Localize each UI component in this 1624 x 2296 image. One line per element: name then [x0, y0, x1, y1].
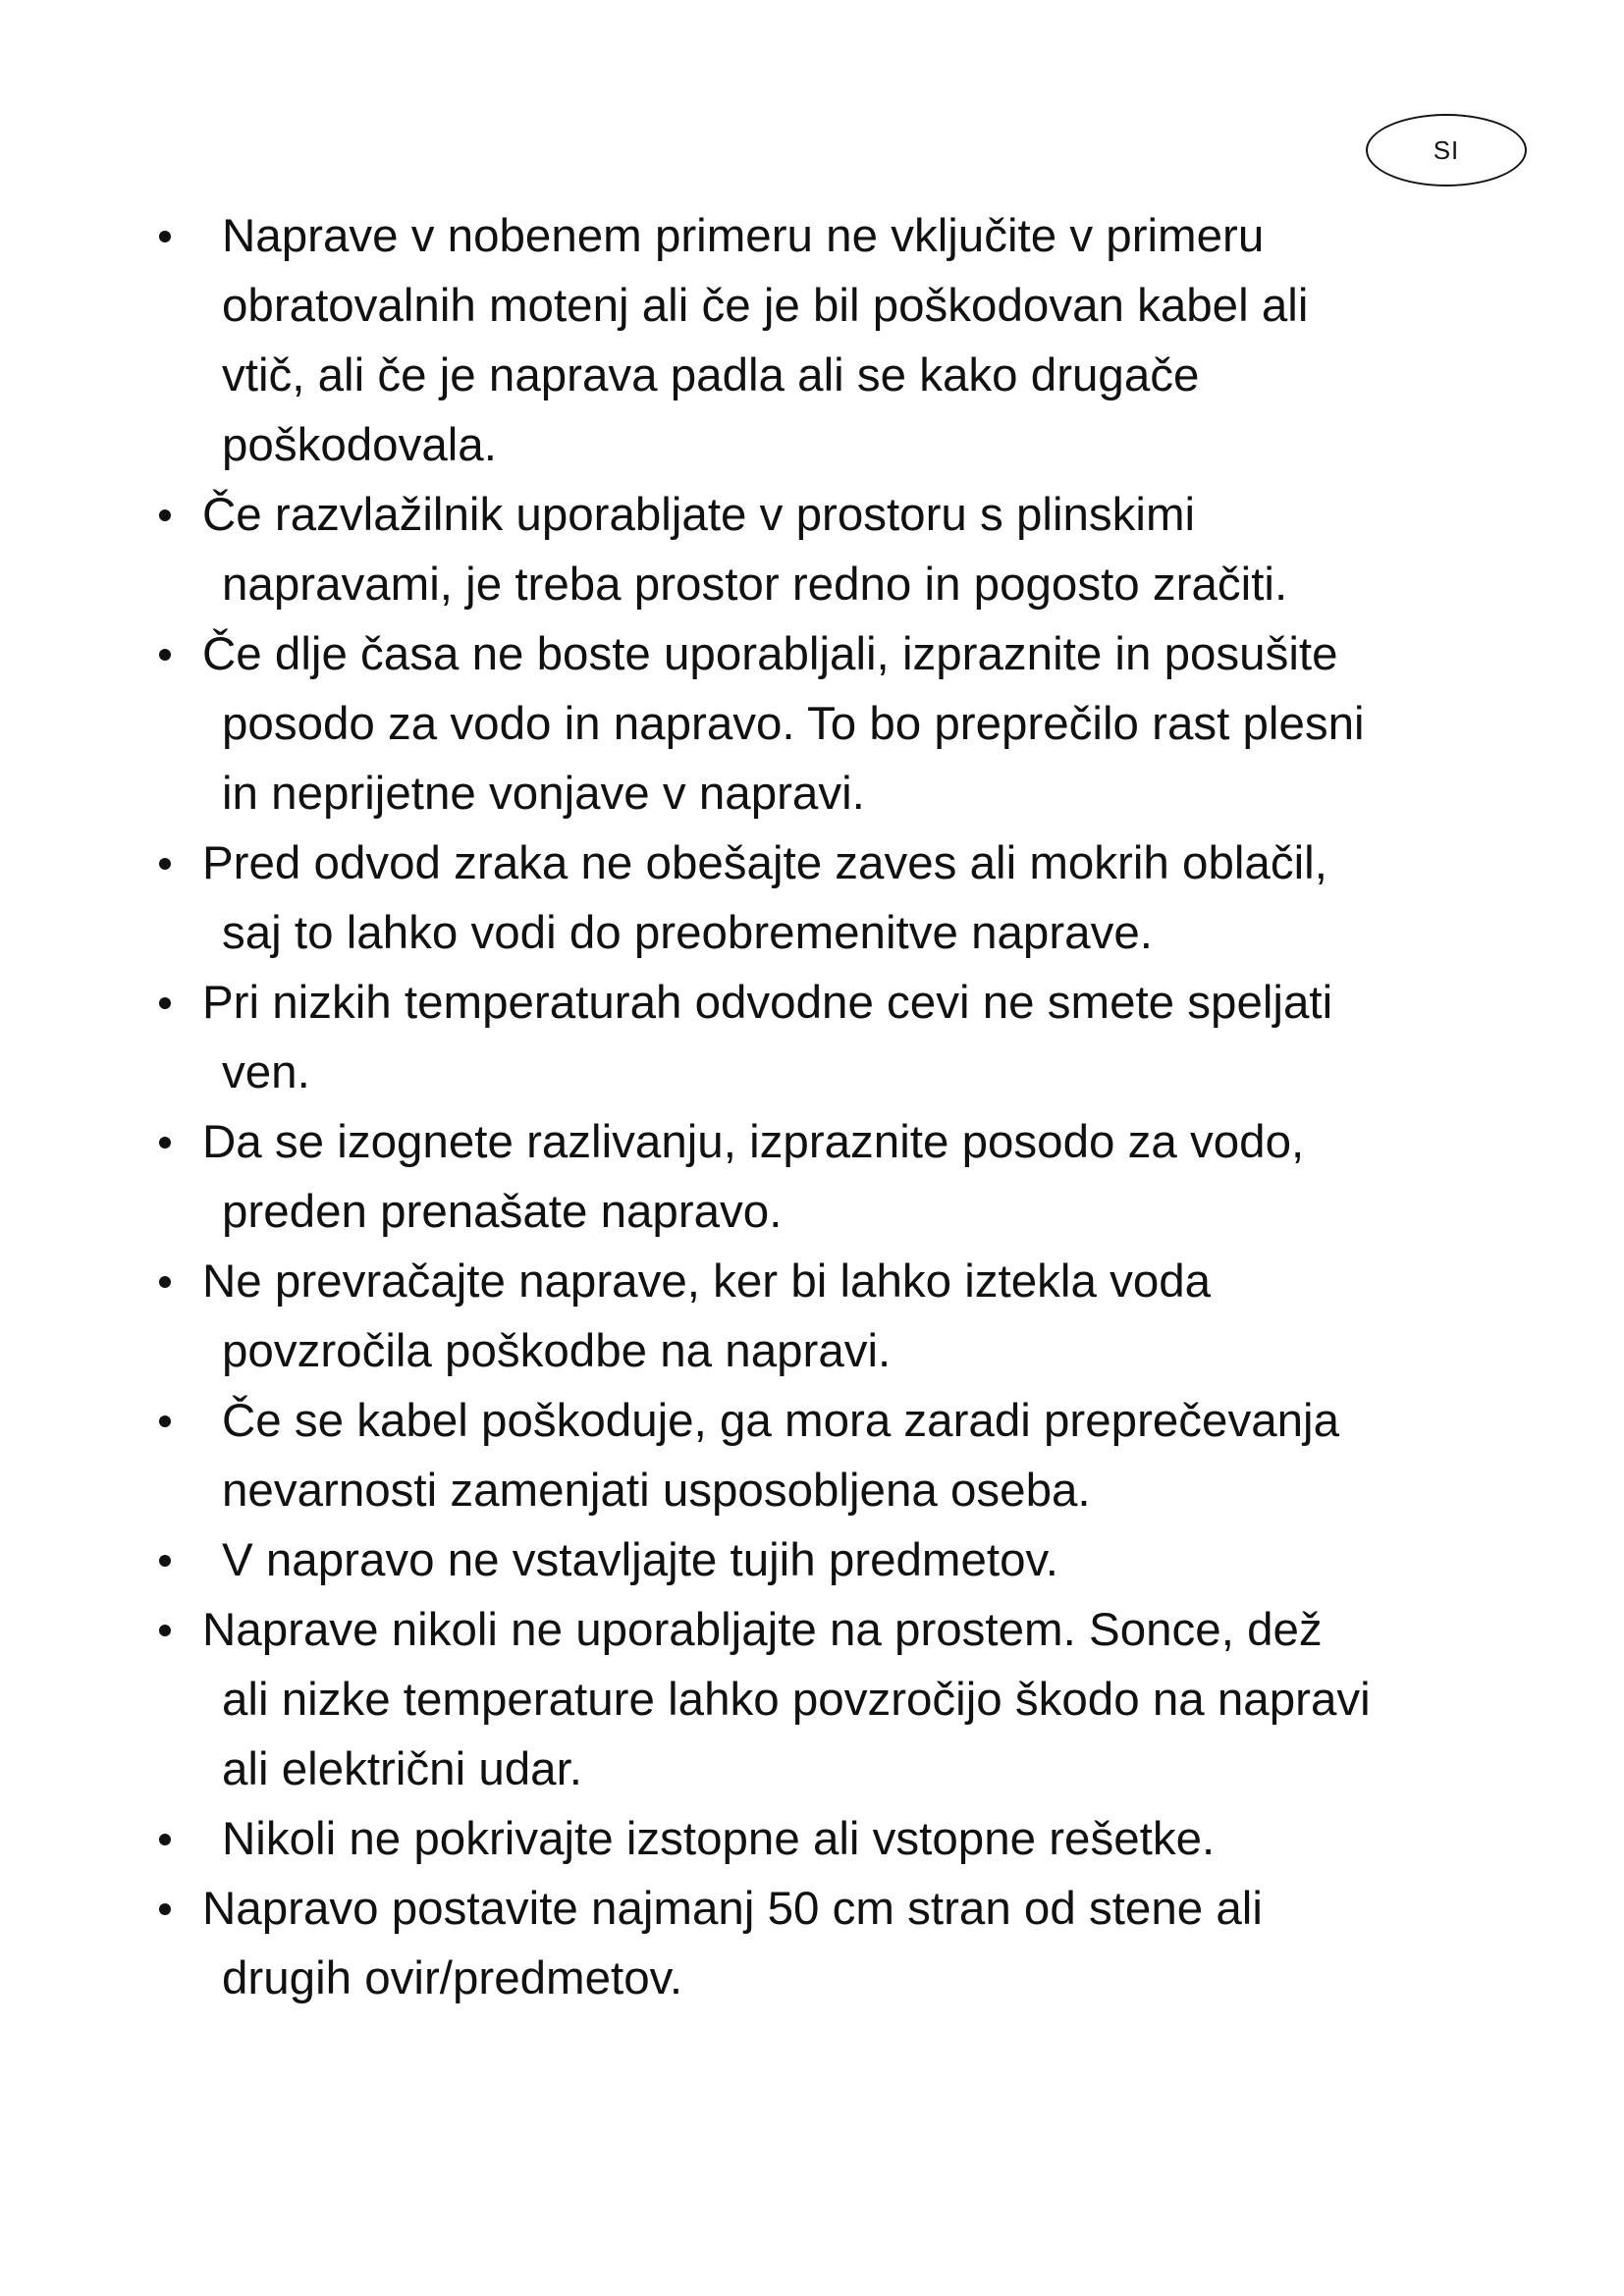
bullet-icon	[159, 649, 171, 661]
list-item-text: Če dlje časa ne boste uporabljali, izpraznite in posušite posodo za vodo in napravo. To bo preprečilo rast plesni in neprijetne vonjave v napravi.	[202, 628, 1365, 820]
bullet-icon	[159, 509, 171, 521]
list-item	[155, 1804, 1510, 1874]
list-item-text: Če se kabel poškoduje, ga mora zaradi preprečevanja nevarnosti zamenjati usposobljena oseba.	[222, 1395, 1340, 1517]
bullet-icon	[159, 1276, 171, 1288]
bullet-icon	[159, 1415, 171, 1427]
bullet-icon	[159, 1625, 171, 1636]
list-item	[155, 619, 1510, 828]
list-item-text: Pri nizkih temperaturah odvodne cevi ne smete speljati ven.	[202, 977, 1333, 1098]
list-item-text: V napravo ne vstavljajte tujih predmetov.	[222, 1534, 1058, 1586]
list-item-text: Napravo postavite najmanj 50 cm stran od stene ali drugih ovir/predmetov.	[202, 1883, 1263, 2004]
bullet-icon	[159, 997, 171, 1009]
language-badge: SI	[1366, 114, 1527, 187]
list-item	[155, 1525, 1510, 1595]
list-item	[155, 1247, 1510, 1386]
list-item	[155, 201, 1510, 480]
bullet-icon	[159, 1834, 171, 1845]
list-item-text: Ne prevračajte naprave, ker bi lahko iztekla voda povzročila poškodbe na napravi.	[202, 1255, 1212, 1377]
bullet-icon	[159, 1137, 171, 1148]
list-item-text: Naprave nikoli ne uporabljajte na prostem. Sonce, dež ali nizke temperature lahko povzročijo škodo na napravi ali električni udar.	[202, 1604, 1371, 1795]
list-item-text: Naprave v nobenem primeru ne vključite v primeru obratovalnih motenj ali če je bil poškodovan kabel ali vtič, ali če je naprava padla ali se kako drugače poškodovala.	[222, 210, 1309, 471]
list-item	[155, 1107, 1510, 1247]
list-item-text: Da se izognete razlivanju, izpraznite posodo za vodo, preden prenašate napravo.	[202, 1116, 1305, 1238]
list-item	[155, 828, 1510, 968]
bullet-icon	[159, 231, 171, 242]
list-item-text: Nikoli ne pokrivajte izstopne ali vstopne rešetke.	[222, 1813, 1216, 1865]
list-item-text: Če razvlažilnik uporabljate v prostoru s plinskimi napravami, je treba prostor redno in pogosto zračiti.	[202, 489, 1288, 611]
list-item-text: Pred odvod zraka ne obešajte zaves ali mokrih oblačil, saj to lahko vodi do preobremenitve naprave.	[202, 837, 1327, 959]
safety-instructions-list	[155, 201, 1510, 2013]
bullet-icon	[159, 858, 171, 870]
list-item	[155, 968, 1510, 1107]
list-item	[155, 1386, 1510, 1525]
bullet-icon	[159, 1555, 171, 1567]
list-item	[155, 480, 1510, 619]
list-item	[155, 1595, 1510, 1804]
bullet-icon	[159, 1903, 171, 1915]
list-item	[155, 1874, 1510, 2013]
